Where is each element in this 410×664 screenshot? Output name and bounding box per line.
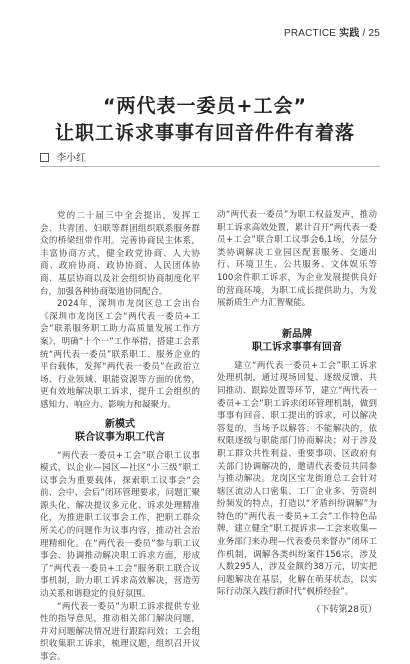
section-heading-title: 联合议事为职工代言	[75, 431, 165, 443]
section-en: PRACTICE	[283, 28, 337, 39]
author-name: 李小红	[56, 153, 87, 164]
right-column	[217, 209, 377, 617]
paragraph: 建立“两代表一委员+工会”职工诉求处理机制，通过现场回复、逐级反馈、共同推动、跟踪处置等环节，建立“两代表一委员+工会”职工诉求闭环管理机制，做到事事有回音、职工提出的诉求，可以解决答复的，当场予以解答；不能解决的，依权限逐级与职能部门协商解决；对于涉及职工群众共性利益、重要事项、区政府有关部门协调解决的，邀请代表委员共同参与推动解决。龙岗区宝龙街道总工会针对辖区流动人口密集、工厂企业多、劳资纠纷频发的特点，打造以“矛盾纠纷调解”为特色的“两代表一委员+工会”工作特色品牌，建立健全“职工提诉求—工会来收集—业务部门来办理—代表委员来督办”闭环工作机制，调解各类纠纷案件156宗，涉及人数295人，涉及金额约38万元，切实把问题解决在基层，化解在萌芽状态，以实际行动深入践行新时代“枫桥经验”。	[217, 360, 377, 598]
title-divider	[40, 166, 380, 167]
paragraph: 2024年，深圳市龙岗区总工会出台《深圳市龙岗区工会“两代表一委员+工会”联系服务职工助力高质量发展工作方案》，明确“十个一”工作举措，搭建工会系统“两代表一委员”联系职工、服务企业的平台载体，发挥“两代表一委员”在政治立场、行业领域、职能资源等方面的优势，更有效地解决职工诉求，提升工会组织的感知力、响应力、影响力和凝聚力。	[40, 299, 200, 410]
page-header	[284, 24, 380, 39]
paragraph: “两代表一委员”为职工诉求提供专业性的指导意见，推动相关部门解决问题，并对问题解决情况进行跟踪问效；工会组织收集职工诉求，梳理议题，组织召开议事会。	[40, 601, 200, 662]
paragraph: 党的二十届三中全会提出，发挥工会、共青团、妇联等群团组织联系服务群众的桥梁纽带作用。完善协商民主体系，丰富协商方式，健全政党协商、人大协商、政府协商、政协协商、人民团体协商、基层协商以及社会组织协商制度化平台，加强各种协商渠道协同配合。	[40, 211, 200, 297]
section-heading	[40, 418, 200, 444]
section-heading-tag: 新模式	[105, 418, 135, 430]
paragraph: 动“两代表一委员”为职工权益发声，推动职工诉求高效处置，累计召开“两代表一委员+工会”联合职工议事会6.1场，分层分类协调解决工业园区配套服务、交通出行、环境卫生、公共服务、文体娱乐等100余件职工诉求，为企业发展提供良好的营商环境，为职工成长提供助力，为发展新质生产力汇智聚能。	[217, 210, 377, 309]
section-heading-tag: 新品牌	[282, 328, 312, 340]
author-square-icon	[40, 153, 49, 162]
continued-text: （下转第28页）	[311, 605, 377, 616]
section-heading-title: 职工诉求事事有回音	[252, 341, 342, 353]
section-cn: 实践	[339, 28, 360, 39]
paragraph: “两代表一委员+工会”联合职工议事模式，以企业—园区—社区“小三级”职工议事会为重要载体，探索职工议事会“会前、会中、会后”闭环管理要求，问题汇聚源头化、解决提议多元化、诉求处理精准化，为推进职工议事会工作，把职工群众所关心的问题作为议事内容，推动社会治理精细化。在“两代表一委员”参与职工议事会、协调推动解决职工诉求方面，形成了“两代表一委员+工会”服务职工联合议事机制，助力职工诉求高效解决，营造劳动关系和谐稳定的良好氛围。	[40, 450, 200, 600]
continued-note	[217, 604, 377, 617]
section-heading	[217, 328, 377, 354]
article-title-line1: “两代表一委员+工会”	[103, 95, 307, 117]
page-number: 25	[368, 28, 380, 39]
left-column	[40, 210, 200, 664]
author-byline	[40, 149, 86, 164]
article-title-line2: 让职工诉求事事有回音件件有着落	[54, 122, 355, 144]
header-separator: /	[362, 28, 366, 39]
